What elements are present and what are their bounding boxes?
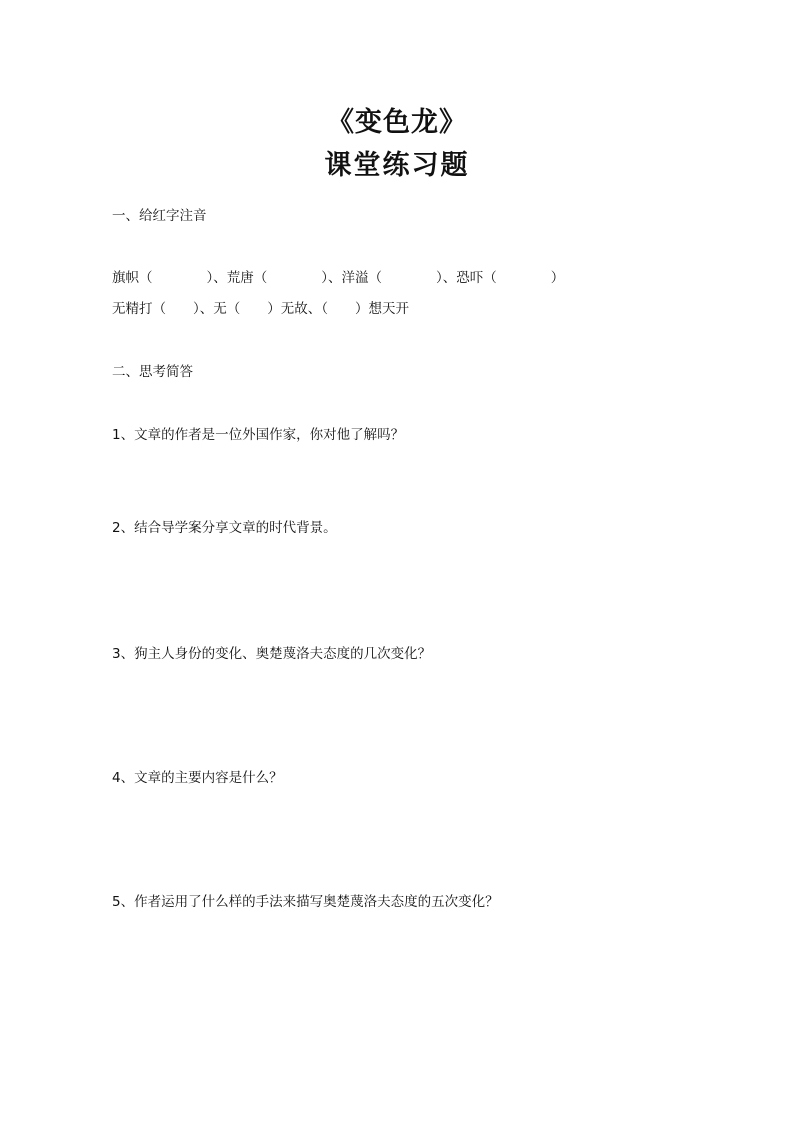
section-heading-pinyin: 一、给红字注音 xyxy=(112,208,207,224)
question-5: 5、作者运用了什么样的手法来描写奥楚蔑洛夫态度的五次变化？ xyxy=(112,894,499,910)
question-3: 3、狗主人身份的变化、奥楚蔑洛夫态度的几次变化？ xyxy=(112,646,432,662)
section-heading-questions: 二、思考简答 xyxy=(112,364,193,380)
question-2: 2、结合导学案分享文章的时代背景。 xyxy=(112,520,337,536)
pinyin-row-1: 旗帜（ ）、荒唐（ ）、洋溢（ ）、恐吓（ ） xyxy=(112,270,565,286)
pinyin-row-2: 无精打（ ）、无（ ）无故、（ ）想天开 xyxy=(112,301,409,317)
document-title: 《变色龙》 xyxy=(327,107,467,138)
document-subtitle: 课堂练习题 xyxy=(324,150,470,181)
question-1: 1、文章的作者是一位外国作家，你对他了解吗？ xyxy=(112,427,405,443)
question-4: 4、文章的主要内容是什么？ xyxy=(112,770,283,786)
